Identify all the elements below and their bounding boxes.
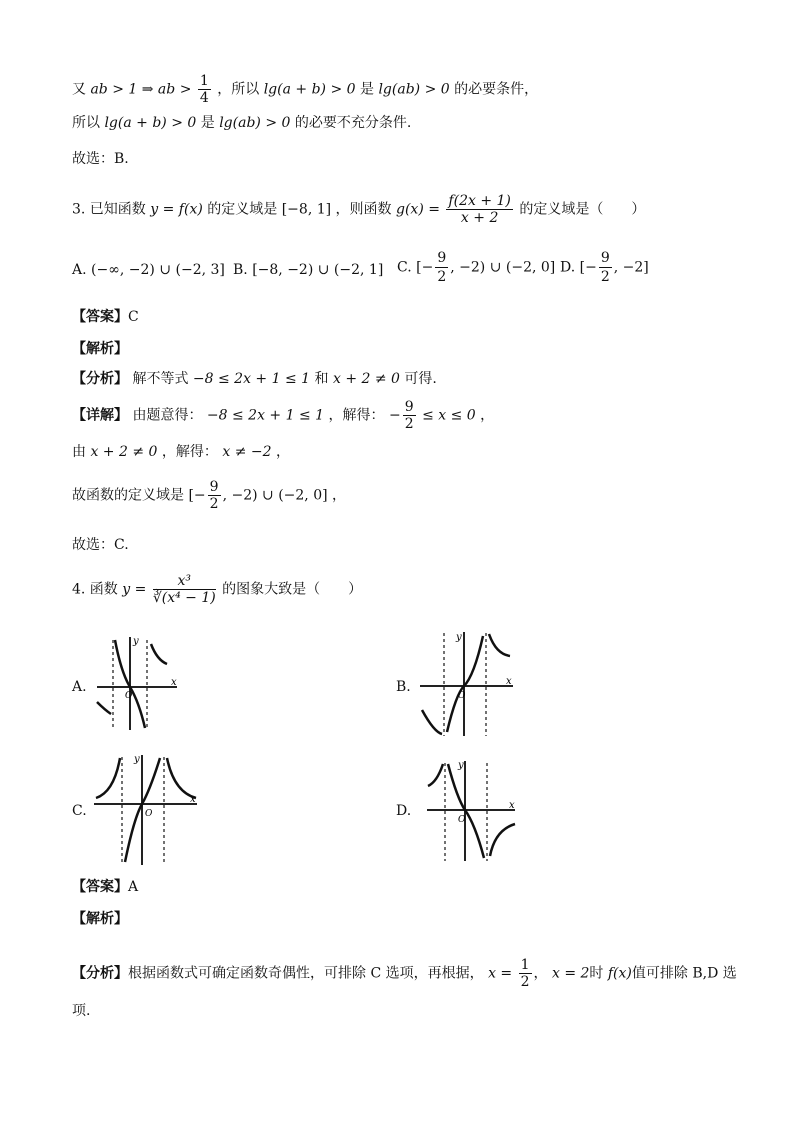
text: 所以: [72, 115, 100, 131]
text: 由题意得：: [132, 407, 203, 424]
curve-right: [489, 634, 510, 656]
text: ，: [480, 407, 495, 424]
frac-num: 1: [520, 957, 530, 973]
text: 值可排除 B,D 选: [631, 965, 737, 982]
curve-left: [97, 702, 111, 714]
curve-left: [96, 758, 120, 798]
q4-stem: [72, 574, 362, 605]
math-expr: −8 ≤ 2x + 1 ≤ 1: [192, 371, 311, 387]
fraction: [519, 958, 532, 989]
q4-fenxi: [72, 958, 737, 989]
origin-label: O: [458, 691, 466, 701]
text: ，: [533, 965, 548, 982]
q4-graph-c[interactable]: [92, 752, 202, 867]
q4-graph-a[interactable]: [95, 632, 185, 732]
top-line-2: [72, 116, 411, 130]
q4-option-b-label[interactable]: B.: [396, 679, 411, 695]
text: ，解得：: [328, 407, 385, 424]
origin-label: O: [125, 691, 133, 701]
curve-right: [167, 758, 196, 798]
q4-option-a-label[interactable]: A.: [72, 679, 87, 695]
fraction: [153, 574, 216, 605]
text: 根据函数式可确定函数奇偶性，可排除 C 选项，再根据，: [128, 965, 484, 982]
axis-y-label: y: [456, 632, 462, 643]
frac-den: 4: [199, 90, 209, 106]
frac-num: 9: [209, 479, 219, 495]
answer-tag: 【答案】: [72, 309, 128, 325]
frac-num: 9: [437, 250, 447, 266]
fraction: [403, 400, 416, 431]
axis-y-label: y: [133, 636, 139, 647]
text: 解不等式: [132, 371, 189, 387]
fraction: [435, 250, 448, 285]
curve-right: [151, 644, 167, 664]
text: 的必要条件，: [454, 81, 539, 98]
q4-analysis-tag: 【解析】: [72, 911, 128, 927]
text: ，所以: [217, 81, 260, 98]
frac-den: 2: [209, 496, 219, 512]
answer-value: A: [128, 879, 139, 895]
axis-x-label: x: [190, 794, 196, 805]
frac-den: 2: [520, 974, 530, 990]
curve-left: [428, 764, 443, 786]
q3-answer: [72, 310, 139, 324]
option-label: B.: [233, 262, 248, 278]
math-expr: [−: [188, 487, 206, 504]
text: 的必要不充分条件.: [294, 115, 412, 131]
math-expr: x + 2 ≠ 0: [332, 371, 400, 387]
text: 4. 函数: [72, 581, 118, 598]
math-expr: lg(a + b) > 0: [104, 115, 197, 131]
option-label: A.: [72, 262, 87, 278]
math-expr: ≤ x ≤ 0: [422, 407, 476, 424]
top-line-1: [72, 74, 538, 105]
q4-graph-d[interactable]: [425, 758, 520, 863]
q3-analysis-tag: 【解析】: [72, 341, 128, 357]
math-expr: x =: [488, 965, 513, 982]
option-text: [−: [579, 259, 597, 276]
q3-stem: [72, 194, 645, 225]
axis-y-label: y: [134, 754, 140, 765]
fraction: [599, 250, 612, 285]
math-expr: [−8, 1]: [281, 201, 332, 218]
origin-label: O: [145, 809, 153, 819]
q3-option-d[interactable]: [560, 250, 649, 285]
math-expr: ab > 1 ⇒ ab >: [90, 81, 192, 98]
math-expr: lg(a + b) > 0: [263, 81, 356, 98]
q3-xiangjie: [72, 400, 494, 431]
q3-option-c[interactable]: [397, 250, 555, 285]
frac-num: 1: [199, 73, 209, 89]
option-text: (−∞, −2) ∪ (−2, 3]: [91, 262, 225, 278]
frac-den: 2: [600, 269, 610, 285]
math-expr: x ≠ −2: [222, 444, 272, 460]
fenxi-tag: 【分析】: [72, 371, 128, 387]
top-answer-pick: 故选：B.: [72, 151, 129, 167]
text: 是: [360, 81, 374, 98]
option-label: C.: [397, 259, 412, 276]
fenxi-tag: 【分析】: [72, 965, 128, 982]
q3-line-3: [72, 480, 346, 511]
math-expr: x = 2: [551, 965, 590, 982]
frac-num: 9: [404, 399, 414, 415]
axis-y-label: y: [458, 760, 464, 771]
math-expr: lg(ab) > 0: [219, 115, 291, 131]
text: ，则函数: [335, 201, 392, 218]
origin-label: O: [458, 815, 466, 825]
text: 故函数的定义域是: [72, 487, 184, 504]
text: 的定义域是: [207, 201, 278, 218]
text: ，: [275, 444, 290, 460]
option-text: , −2) ∪ (−2, 0]: [450, 259, 556, 276]
frac-num: 9: [600, 250, 610, 266]
math-expr: lg(ab) > 0: [378, 81, 450, 98]
math-sign: −: [388, 407, 401, 424]
curve-right: [490, 824, 515, 856]
math-expr: , −2) ∪ (−2, 0]: [222, 487, 328, 504]
axis-x-label: x: [506, 676, 512, 687]
frac-num: f(2x + 1): [448, 193, 511, 209]
text: 3. 已知函数: [72, 201, 146, 218]
fraction: [208, 480, 221, 511]
text: 可得.: [404, 371, 437, 387]
option-text: , −2]: [613, 259, 649, 276]
q4-graph-b[interactable]: [418, 628, 518, 738]
text: 和: [314, 371, 329, 387]
q4-answer: [72, 880, 138, 894]
axis-x-label: x: [171, 677, 177, 688]
text: ，: [332, 487, 347, 504]
q3-option-b[interactable]: [233, 262, 383, 278]
frac-den: x + 2: [460, 210, 499, 226]
q3-pick: 故选：C.: [72, 537, 129, 553]
curve-left: [422, 710, 442, 734]
option-text: [−: [416, 259, 434, 276]
text: 的图象大致是（ ）: [222, 581, 363, 598]
fraction: [446, 194, 512, 225]
q3-fenxi: [72, 372, 437, 386]
frac-den: 2: [404, 416, 414, 432]
text: 由: [72, 444, 86, 460]
math-expr: x + 2 ≠ 0: [90, 444, 158, 460]
text: 的定义域是（ ）: [519, 201, 646, 218]
text: ，解得：: [161, 444, 218, 460]
q3-line-2: [72, 445, 290, 459]
axis-x-label: x: [509, 800, 515, 811]
frac-num: x³: [153, 574, 216, 590]
math-expr: g(x) =: [396, 201, 440, 218]
text: 又: [72, 81, 86, 98]
xiangjie-tag: 【详解】: [72, 407, 128, 424]
q3-option-a[interactable]: [72, 262, 225, 278]
option-text: [−8, −2) ∪ (−2, 1]: [252, 262, 384, 278]
text: 时: [589, 965, 604, 982]
answer-tag: 【答案】: [72, 879, 128, 895]
math-expr: f(x): [607, 965, 632, 982]
math-expr: −8 ≤ 2x + 1 ≤ 1: [206, 407, 325, 424]
q4-fenxi-cont: 项.: [72, 1003, 91, 1019]
q4-option-c-label[interactable]: C.: [72, 803, 87, 819]
option-label: D.: [560, 259, 576, 276]
text: 是: [200, 115, 215, 131]
frac-den: 2: [437, 269, 447, 285]
q4-option-d-label[interactable]: D.: [396, 803, 412, 819]
fraction: [198, 74, 211, 105]
answer-value: C: [128, 309, 139, 325]
math-expr: y = f(x): [150, 201, 203, 218]
frac-den: ∛(x⁴ − 1): [152, 590, 216, 606]
math-expr: y =: [122, 581, 147, 598]
